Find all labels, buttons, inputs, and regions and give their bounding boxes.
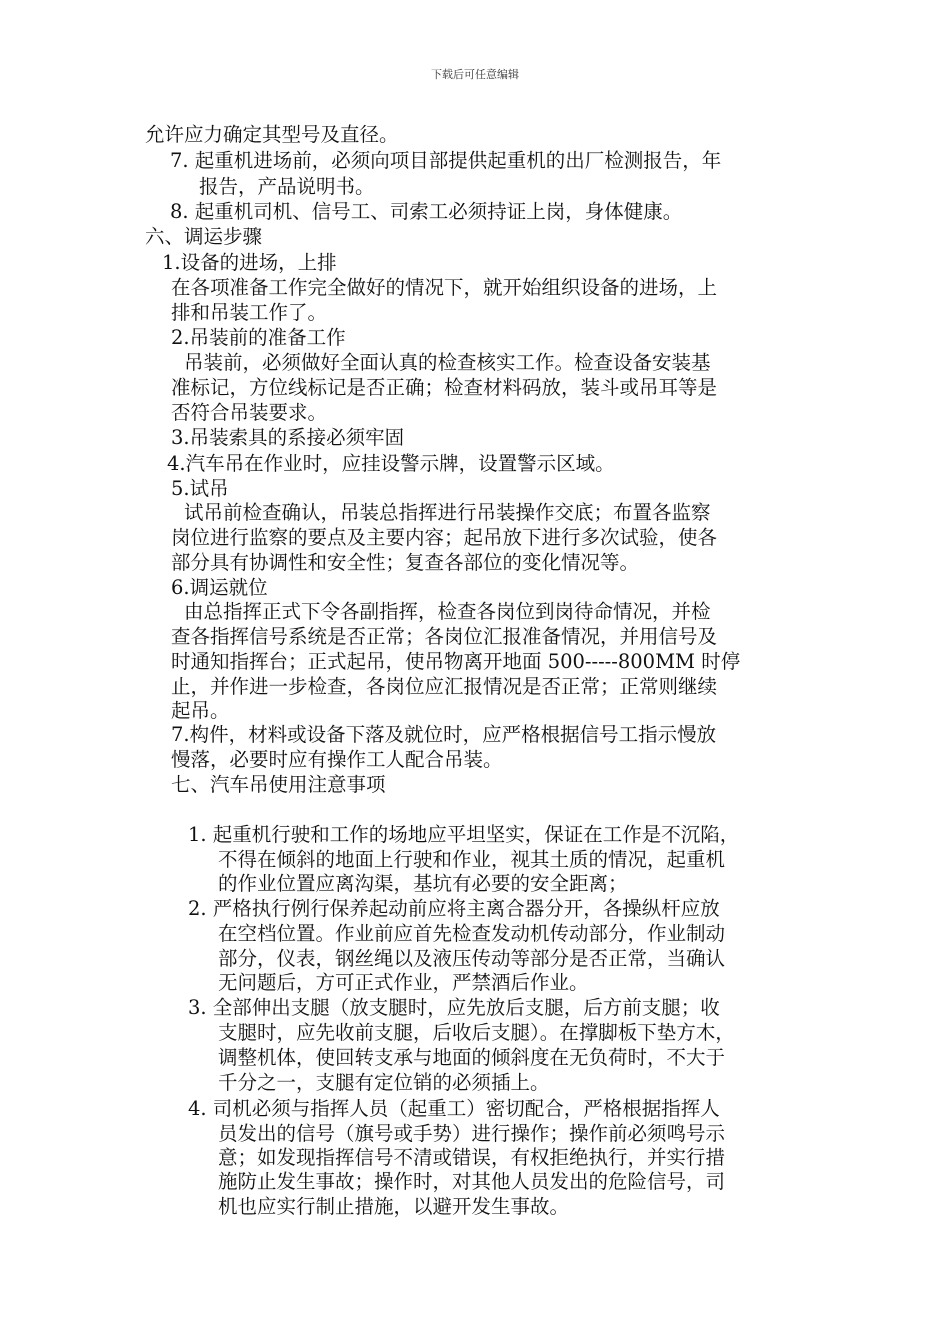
text-line: 3.吊装索具的系接必须牢固 xyxy=(171,426,405,449)
list-item-line: 的作业位置应离沟渠，基坑有必要的安全距离； xyxy=(218,872,628,895)
text-line: 准标记，方位线标记是否正确；检查材料码放，装斗或吊耳等是 xyxy=(171,376,718,399)
text-line: 7. 起重机进场前，必须向项目部提供起重机的出厂检测报告，年 xyxy=(170,149,722,172)
text-line: 排和吊装工作了。 xyxy=(171,301,328,324)
list-item-line: 支腿时，应先收前支腿，后收后支腿）。在撑脚板下垫方木， xyxy=(218,1021,735,1044)
text-line: 起吊。 xyxy=(171,699,230,722)
list-item-line: 在空档位置。作业前应首先检查发动机传动部分，作业制动 xyxy=(218,922,726,945)
list-item-line: 4. 司机必须与指挥人员（起重工）密切配合，严格根据指挥人 xyxy=(188,1097,720,1120)
text-line: 否符合吊装要求。 xyxy=(171,401,328,424)
list-item-line: 机也应实行制止措施，以避开发生事故。 xyxy=(218,1195,570,1218)
list-item-line: 员发出的信号（旗号或手势）进行操作；操作前必须鸣号示 xyxy=(218,1122,726,1145)
list-item-line: 3. 全部伸出支腿（放支腿时，应先放后支腿，后方前支腿；收 xyxy=(188,996,720,1019)
text-line: 试吊前检查确认，吊装总指挥进行吊装操作交底；布置各监察 xyxy=(184,501,711,524)
text-line: 由总指挥正式下令各副指挥，检查各岗位到岗待命情况，并检 xyxy=(184,600,711,623)
list-item-line: 2. 严格执行例行保养起动前应将主离合器分开，各操纵杆应放 xyxy=(188,897,720,920)
page-header: 下载后可任意编辑 xyxy=(431,68,519,81)
text-line: 岗位进行监察的要点及主要内容；起吊放下进行多次试验，使各 xyxy=(171,526,718,549)
list-item-line: 调整机体，使回转支承与地面的倾斜度在无负荷时，不大于 xyxy=(218,1046,726,1069)
text-line: 在各项准备工作完全做好的情况下，就开始组织设备的进场，上 xyxy=(171,276,718,299)
text-line: 报告，产品说明书。 xyxy=(199,175,375,198)
text-line: 吊装前，必须做好全面认真的检查核实工作。检查设备安装基 xyxy=(184,351,711,374)
text-line: 允许应力确定其型号及直径。 xyxy=(145,123,399,146)
text-line: 8. 起重机司机、信号工、司索工必须持证上岗，身体健康。 xyxy=(170,200,683,223)
list-item-line: 部分，仪表，钢丝绳以及液压传动等部分是否正常，当确认 xyxy=(218,947,726,970)
text-line: 5.试吊 xyxy=(171,477,229,500)
text-line: 6.调运就位 xyxy=(171,576,268,599)
section-heading: 七、汽车吊使用注意事项 xyxy=(171,773,386,796)
text-line: 查各指挥信号系统是否正常；各岗位汇报准备情况，并用信号及 xyxy=(171,625,718,648)
section-heading: 六、调运步骤 xyxy=(145,225,263,248)
list-item-line: 意；如发现指挥信号不清或错误，有权拒绝执行，并实行措 xyxy=(218,1146,726,1169)
list-item-line: 无问题后，方可正式作业，严禁酒后作业。 xyxy=(218,971,589,994)
text-line: 4.汽车吊在作业时，应挂设警示牌，设置警示区域。 xyxy=(167,452,615,475)
text-line: 止，并作进一步检查，各岗位应汇报情况是否正常；正常则继续 xyxy=(171,675,718,698)
text-line: 部分具有协调性和安全性；复查各部位的变化情况等。 xyxy=(171,551,640,574)
list-item-line: 1. 起重机行驶和工作的场地应平坦坚实，保证在工作是不沉陷， xyxy=(188,823,740,846)
text-line: 慢落，必要时应有操作工人配合吊装。 xyxy=(171,748,503,771)
list-item-line: 不得在倾斜的地面上行驶和作业，视其土质的情况，起重机 xyxy=(218,848,726,871)
text-line: 1.设备的进场，上排 xyxy=(162,251,337,274)
list-item-line: 施防止发生事故；操作时，对其他人员发出的危险信号，司 xyxy=(218,1170,726,1193)
text-line: 2.吊装前的准备工作 xyxy=(171,326,346,349)
text-line: 时通知指挥台；正式起吊，使吊物离开地面 500-----800MM 时停 xyxy=(171,650,741,673)
list-item-line: 千分之一，支腿有定位销的必须插上。 xyxy=(218,1071,550,1094)
text-line: 7.构件，材料或设备下落及就位时，应严格根据信号工指示慢放 xyxy=(171,723,717,746)
